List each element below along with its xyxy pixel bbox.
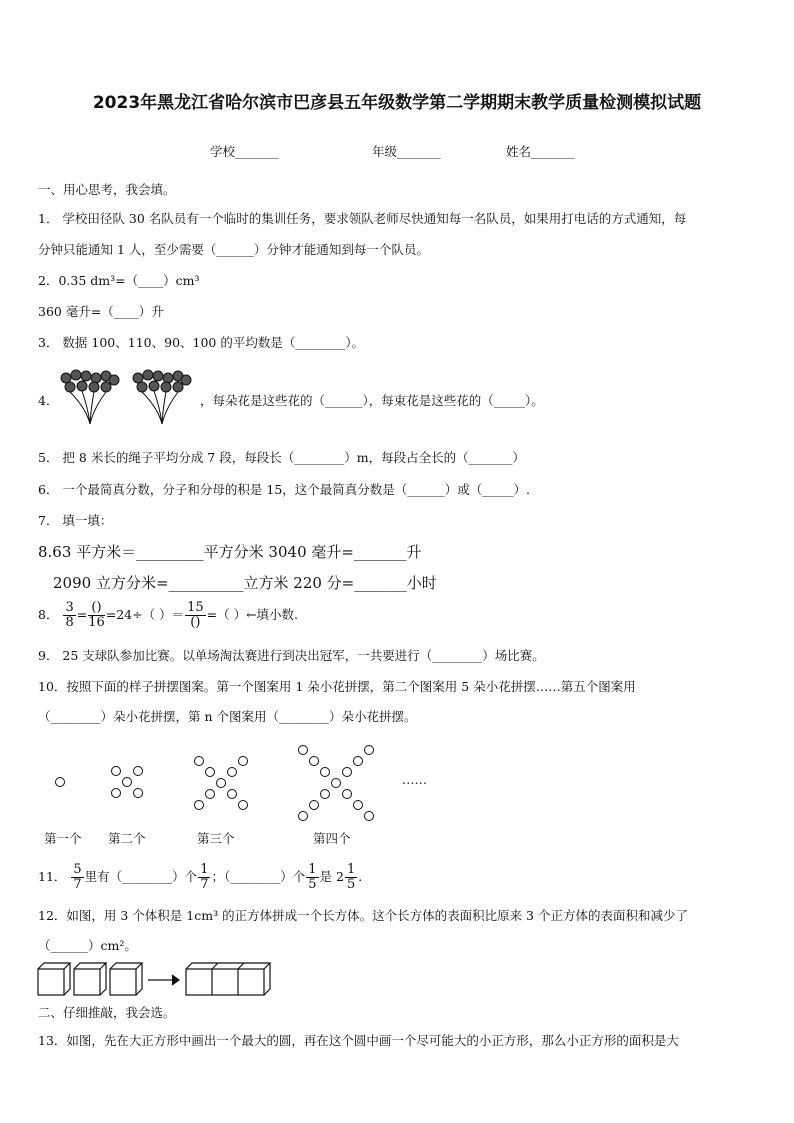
flower-circle (320, 789, 330, 799)
section-2-heading: 二、仔细推敲，我会选。 (38, 1005, 176, 1020)
flower-circle (194, 756, 204, 766)
q8-number: 8． (38, 607, 59, 622)
cube-3 (110, 963, 142, 995)
pattern-label-1: 第一个 (44, 831, 82, 846)
flower-circle (205, 767, 215, 777)
flower-circle (331, 778, 341, 788)
q11-number: 11． (38, 869, 67, 884)
q7-line2: 2090 立方分米=__________立方米 220 分=_______小时 (53, 574, 437, 592)
cube-2 (74, 963, 106, 995)
flower-circle (227, 767, 237, 777)
q2-line1: 2．0.35 dm³=（____）cm³ (38, 273, 200, 288)
flower-circle (55, 777, 65, 787)
flower-circle (320, 767, 330, 777)
q10-line1: 10．按照下面的样子拼摆图案。第一个图案用 1 朵小花拼摆，第二个图案用 5 朵小花拼摆……第五个图案用 (38, 679, 636, 694)
q11: 11． $\frac{5}{7}$ 里有（________）个 $\frac{1}{7}$ ；（________）个 $\frac{1}{5}$ 是 2 $\frac{1}{5}$ . (38, 862, 363, 892)
q3: 3． 数据 100、110、90、100 的平均数是（________）。 (38, 335, 365, 350)
q9: 9． 25 支球队参加比赛。以单场淘汰赛进行到决出冠军，一共要进行（________）场比赛。 (38, 648, 545, 663)
q12-line2: （______）cm²。 (38, 938, 137, 953)
cuboid (186, 963, 270, 995)
q8-fraction-15-blank: $\frac{15}{()}$ (187, 600, 204, 630)
name-field: 姓名_______ (506, 144, 575, 159)
flower-circle (309, 800, 319, 810)
flower-circle (353, 756, 363, 766)
flower-circle (353, 800, 363, 810)
grade-field: 年级_______ (372, 144, 441, 159)
q4-number: 4． (38, 393, 59, 408)
page-title: 2023年黑龙江省哈尔滨市巴彦县五年级数学第二学期期末教学质量检测模拟试题 (92, 93, 702, 113)
flower-circle (298, 811, 308, 821)
q11-fraction-1-5: $\frac{1}{5}$ (308, 862, 317, 892)
q8: 8． $\frac{3}{8}$ = $\frac{()}{16}$ =24÷（ ）＝ $\frac{15}{()}$ =（ ）←填小数. (38, 600, 299, 630)
q8-fraction-blank-16: $\frac{()}{16}$ (88, 600, 105, 630)
pattern-label-4: 第四个 (313, 831, 351, 846)
q11-fraction-5-7: $\frac{5}{7}$ (73, 862, 82, 892)
flower-circle (216, 778, 226, 788)
flower-bouquets-illustration (56, 368, 206, 426)
q1-line2: 分钟只能通知 1 人，至少需要（______）分钟才能通知到每一个队员。 (38, 242, 429, 257)
flower-bouquet-1 (61, 370, 119, 424)
pattern-continuation-dots: …… (402, 772, 427, 787)
q6: 6． 一个最简真分数，分子和分母的积是 15，这个最简真分数是（______）或（_____）. (38, 482, 531, 497)
school-field: 学校_______ (210, 144, 279, 159)
cubes-to-cuboid-diagram (36, 960, 272, 998)
cube-1 (38, 963, 70, 995)
flower-circle (133, 766, 143, 776)
flower-circle (227, 789, 237, 799)
flower-circle (238, 756, 248, 766)
pattern-label-2: 第二个 (108, 831, 146, 846)
q12-line1: 12．如图，用 3 个体积是 1cm³ 的正方体拼成一个长方体。这个长方体的表面积比原来 3 个正方体的表面积和减少了 (38, 908, 688, 923)
q7-line1: 8.63 平方米＝_________平方分米 3040 毫升=_______升 (38, 543, 422, 561)
flower-circle (194, 800, 204, 810)
flower-circle (111, 766, 121, 776)
q10-line2: （________）朵小花拼摆，第 n 个图案用（________）朵小花拼摆。 (38, 709, 417, 724)
flower-circle (342, 767, 352, 777)
flower-circle (238, 800, 248, 810)
flower-circle (364, 745, 374, 755)
q11-fraction-1-5-mixed: $\frac{1}{5}$ (346, 862, 356, 892)
q11-fraction-1-7: $\frac{1}{7}$ (200, 862, 209, 892)
flower-circle (111, 788, 121, 798)
flower-circle (133, 788, 143, 798)
flower-circle (205, 789, 215, 799)
arrow-icon (148, 975, 179, 985)
q5: 5． 把 8 米长的绳子平均分成 7 段，每段长（________）m，每段占全长的（_______） (38, 450, 525, 465)
q1-line1: 1． 学校田径队 30 名队员有一个临时的集训任务，要求领队老师尽快通知每一名队员，如果用打电话的方式通知，每 (38, 211, 687, 226)
flower-circle (122, 777, 132, 787)
q8-fraction-3-8: $\frac{3}{8}$ (65, 600, 74, 630)
pattern-label-3: 第三个 (197, 831, 235, 846)
flower-circle (364, 811, 374, 821)
q2-line2: 360 毫升=（____）升 (38, 304, 164, 319)
flower-circle (309, 756, 319, 766)
q4-text: ，每朵花是这些花的（______），每束花是这些花的（_____）。 (200, 393, 544, 408)
section-1-heading: 一、用心思考，我会填。 (38, 182, 176, 197)
q13: 13．如图，先在大正方形中画出一个最大的圆，再在这个圆中画一个尽可能大的小正方形，那么小正方形的面积是大 (38, 1033, 679, 1048)
flower-circle (298, 745, 308, 755)
q7-heading: 7． 填一填： (38, 513, 113, 528)
flower-bouquet-2 (133, 370, 191, 424)
flower-circle (342, 789, 352, 799)
